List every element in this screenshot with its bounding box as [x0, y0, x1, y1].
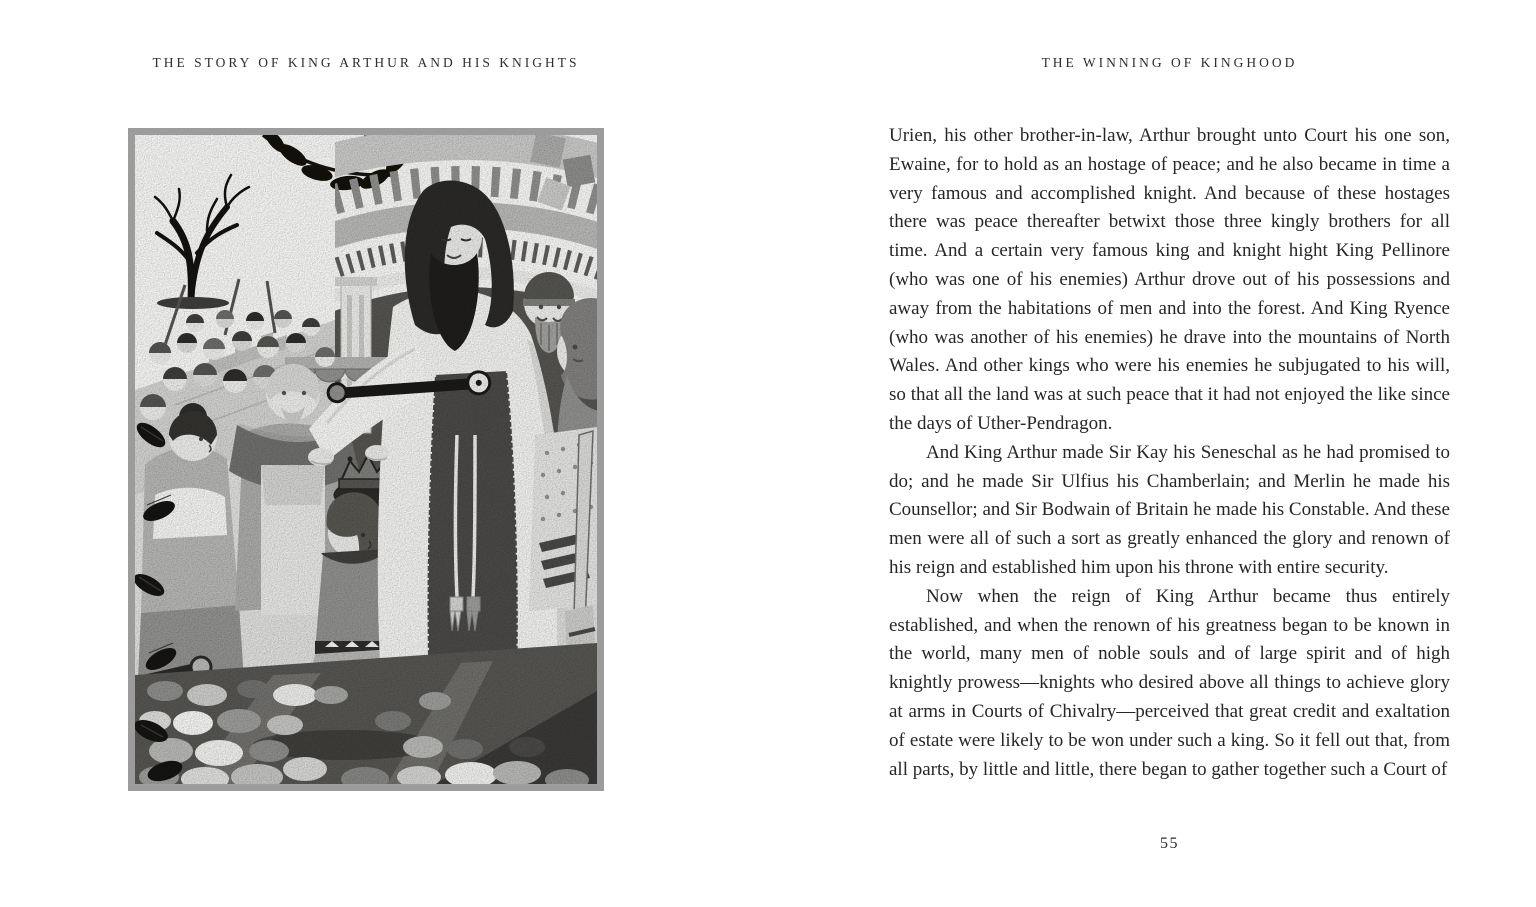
coronation-illustration	[128, 128, 604, 791]
grain-texture	[135, 135, 597, 784]
coronation-illustration-svg	[135, 135, 597, 784]
body-text-column	[889, 122, 1450, 784]
running-header-right: THE WINNING OF KINGHOOD	[1041, 55, 1298, 70]
body-paragraph: And King Arthur made Sir Kay his Seneschal as he had promised to do; and he made Sir Ulfius his Chamberlain; and Merlin he made his Counsellor; and Sir Bodwain of Britain he made his Constable. And these men were all of such a sort as greatly enhanced the glory and renown of his reign and established him upon his throne with entire security.	[889, 441, 1450, 578]
running-header-left: THE STORY OF KING ARTHUR AND HIS KNIGHTS	[152, 55, 580, 70]
body-paragraph: Now when the reign of King Arthur became thus entirely established, and when the renown of his greatness began to be known in the world, many men of noble souls and of large spirit and of high knightly prowess—knights who desired above all things to achieve glory at arms in Courts of Chivalry—perceived that great credit and exaltation of estate were likely to be won under such a king. So it fell out that, from all parts, by little and little, there began to gather together such a Court of	[889, 585, 1450, 780]
page-number: 55	[1160, 835, 1179, 852]
body-paragraph: Urien, his other brother-in-law, Arthur brought unto Court his one son, Ewaine, for to hold as an hostage of peace; and he also became in time a very famous and accomplished knight. And because of these hostages there was peace thereafter betwixt those three kingly brothers for all time. And a certain very famous king and knight hight King Pellinore (who was one of his enemies) Arthur drove out of his possessions and away from the habitations of men and into the forest. And King Ryence (who was another of his enemies) he drave into the mountains of North Wales. And other kings who were his enemies he subjugated to his will, so that all the land was at such peace that it had not enjoyed the like since the days of Uther-Pendragon.	[889, 125, 1450, 434]
